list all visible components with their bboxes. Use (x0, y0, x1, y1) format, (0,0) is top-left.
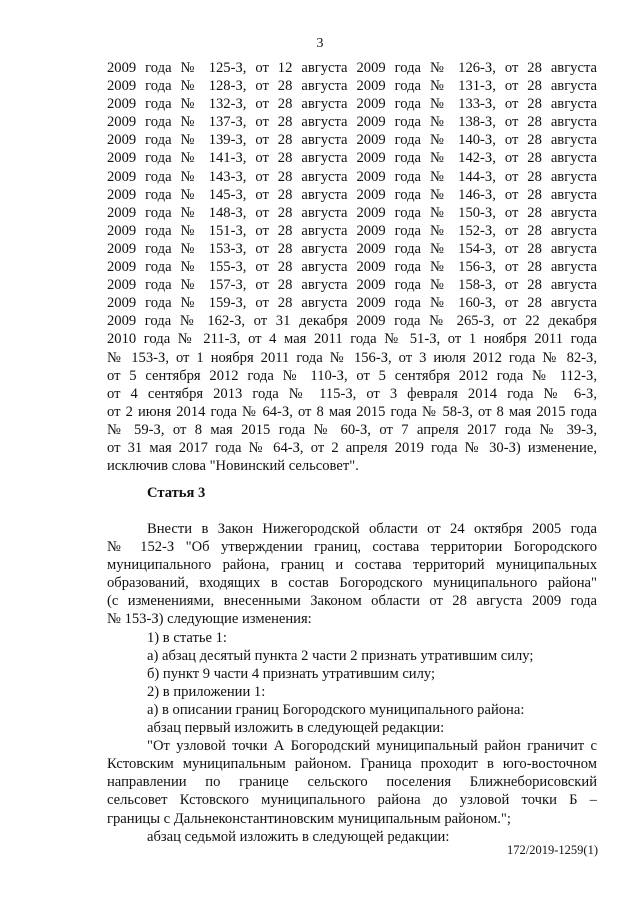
text-line: Внести в Закон Нижегородской области от 24 октября 2005 года (147, 521, 597, 537)
text-line: 2009 года № 125-З, от 12 августа 2009 года № 126-З, от 28 августа (107, 60, 597, 76)
text-line: № 59-З, от 8 мая 2015 года № 60-З, от 7 апреля 2017 года № 39-З, (107, 421, 597, 438)
text-line: от 5 сентября 2012 года № 110-З, от 5 сентября 2012 года № 112-З, (107, 367, 597, 384)
text-line: 2009 года № 145-З, от 28 августа 2009 года № 146-З, от 28 августа (107, 186, 597, 203)
text-line: от 31 мая 2017 года № 64-З, от 2 апреля 2019 года № 30-З) изменение, (107, 439, 597, 456)
text-line: 2009 года № 139-З, от 28 августа 2009 года № 140-З, от 28 августа (107, 132, 597, 149)
text-line: 1) в статье 1: (147, 629, 227, 646)
text-line: 2009 года № 159-З, от 28 августа 2009 года № 160-З, от 28 августа (107, 295, 597, 312)
text-line: исключив слова "Новинский сельсовет". (107, 458, 359, 475)
page-number: 3 (316, 36, 324, 51)
text-line: 2009 года № 128-З, от 28 августа 2009 года № 131-З, от 28 августа (107, 78, 597, 95)
text-line: направлении по границе сельского поселения Ближнеборисовский (107, 774, 597, 791)
text-line: (с изменениями, внесенными Законом области от 28 августа 2009 года (107, 593, 597, 610)
text-line: 2009 года № 155-З, от 28 августа 2009 года № 156-З, от 28 августа (107, 259, 597, 276)
text-line: от 2 июня 2014 года № 64-З, от 8 мая 2015 года № 58-З, от 8 мая 2015 года (107, 403, 597, 420)
text-line: 2) в приложении 1: (147, 683, 266, 700)
text-line: 2009 года № 157-З, от 28 августа 2009 года № 158-З, от 28 августа (107, 277, 597, 294)
continuation-paragraph (107, 59, 597, 475)
document-code: 172/2019-1259(1) (507, 843, 598, 857)
text-line: границы с Дальнеконстантиновским муниципальным районом."; (107, 810, 511, 827)
text-line: абзац первый изложить в следующей редакции: (147, 720, 445, 737)
text-line: № 153-З, от 1 ноября 2011 года № 156-З, от 3 июля 2012 года № 82-З, (107, 349, 597, 366)
article-heading: Статья 3 (147, 485, 206, 501)
text-line: № 153-З) следующие изменения: (107, 611, 312, 628)
text-line: Кстовским муниципальным районом. Граница проходит в юго-восточном (107, 756, 597, 773)
text-line: 2009 года № 148-З, от 28 августа 2009 года № 150-З, от 28 августа (107, 204, 597, 221)
text-line: а) абзац десятый пункта 2 части 2 признать утратившим силу; (147, 647, 534, 664)
article-body (107, 520, 597, 846)
text-line: 2009 года № 141-З, от 28 августа 2009 года № 142-З, от 28 августа (107, 150, 597, 167)
text-line: 2009 года № 151-З, от 28 августа 2009 года № 152-З, от 28 августа (107, 222, 597, 239)
text-line: 2009 года № 143-З, от 28 августа 2009 года № 144-З, от 28 августа (107, 168, 597, 185)
text-line: сельсовет Кстовского муниципального района до узловой точки Б – (107, 792, 597, 809)
text-line: б) пункт 9 части 4 признать утратившим силу; (147, 665, 436, 682)
text-line: 2009 года № 153-З, от 28 августа 2009 года № 154-З, от 28 августа (107, 240, 597, 257)
text-line: 2009 года № 162-З, от 31 декабря 2009 года № 265-З, от 22 декабря (107, 313, 597, 330)
text-line: муниципального района, границ и состава территорий муниципальных (107, 557, 597, 574)
text-line: 2009 года № 137-З, от 28 августа 2009 года № 138-З, от 28 августа (107, 114, 597, 131)
text-line: № 152-З "Об утверждении границ, состава территории Богородского (107, 539, 597, 556)
text-line: 2010 года № 211-З, от 4 мая 2011 года № 51-З, от 1 ноября 2011 года (107, 331, 597, 348)
text-line: от 4 сентября 2013 года № 115-З, от 3 февраля 2014 года № 6-З, (107, 385, 597, 402)
text-line: "От узловой точки А Богородский муниципальный район граничит с (147, 738, 597, 755)
text-line: а) в описании границ Богородского муниципального района: (147, 701, 525, 718)
text-line: образований, входящих в состав Богородского муниципального района" (107, 575, 597, 592)
text-line: 2009 года № 132-З, от 28 августа 2009 года № 133-З, от 28 августа (107, 96, 597, 113)
text-line: абзац седьмой изложить в следующей редакции: (147, 828, 450, 845)
